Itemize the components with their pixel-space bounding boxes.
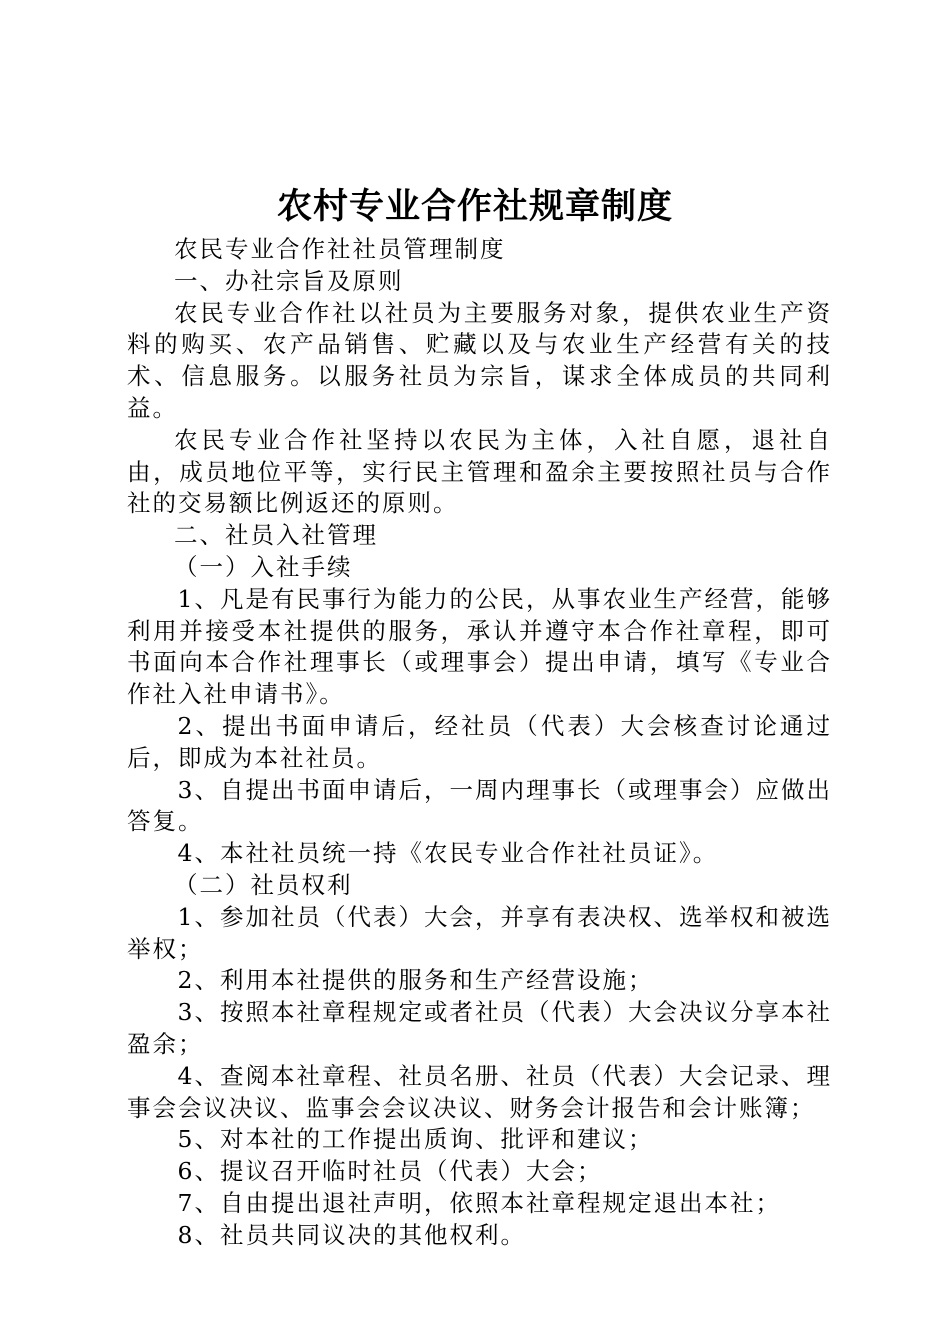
rights-item-6: 6、提议召开临时社员（代表）大会； (177, 1157, 603, 1186)
rights-item-1: 1、参加社员（代表）大会，并享有表决权、选举权和被选举权； (127, 902, 832, 963)
section-heading-purpose: 一、办社宗旨及原则 (174, 266, 404, 295)
subsection-heading-procedure: （一）入社手续 (174, 552, 353, 581)
section-heading-admission: 二、社员入社管理 (174, 521, 378, 550)
rights-item-5: 5、对本社的工作提出质询、批评和建议； (177, 1125, 654, 1154)
rights-item-4: 4、查阅本社章程、社员名册、社员（代表）大会记录、理事会会议决议、监事会会议决议、财务会计报告和会计账簿； (127, 1061, 832, 1122)
subsection-heading-rights: （二）社员权利 (174, 870, 353, 899)
procedure-item-3: 3、自提出书面申请后，一周内理事长（或理事会）应做出答复。 (127, 775, 832, 836)
document-body (127, 234, 832, 1252)
rights-item-3: 3、按照本社章程规定或者社员（代表）大会决议分享本社盈余； (127, 998, 832, 1058)
procedure-item-2: 2、提出书面申请后，经社员（代表）大会核查讨论通过后，即成为本社社员。 (127, 711, 832, 772)
rights-item-7: 7、自由提出退社声明，依照本社章程规定退出本社； (177, 1188, 781, 1217)
paragraph-purpose: 农民专业合作社以社员为主要服务对象，提供农业生产资料的购买、农产品销售、贮藏以及与农业生产经营有关的技术、信息服务。以服务社员为宗旨，谋求全体成员的共同利益。 (127, 298, 832, 422)
rights-item-8: 8、社员共同议决的其他权利。 (177, 1220, 526, 1249)
rights-item-2: 2、利用本社提供的服务和生产经营设施； (177, 966, 654, 995)
document-title: 农村专业合作社规章制度 (276, 187, 673, 227)
procedure-item-1: 1、凡是有民事行为能力的公民，从事农业生产经营，能够利用并接受本社提供的服务，承认并遵守本合作社章程，即可书面向本合作社理事长（或理事会）提出申请，填写《专业合作社入社申请书》。 (127, 584, 832, 709)
section-heading-member-management: 农民专业合作社社员管理制度 (174, 235, 506, 263)
paragraph-principles: 农民专业合作社坚持以农民为主体，入社自愿，退社自由，成员地位平等，实行民主管理和盈余主要按照社员与合作社的交易额比例返还的原则。 (127, 425, 832, 518)
procedure-item-4: 4、本社社员统一持《农民专业合作社社员证》。 (177, 839, 719, 868)
